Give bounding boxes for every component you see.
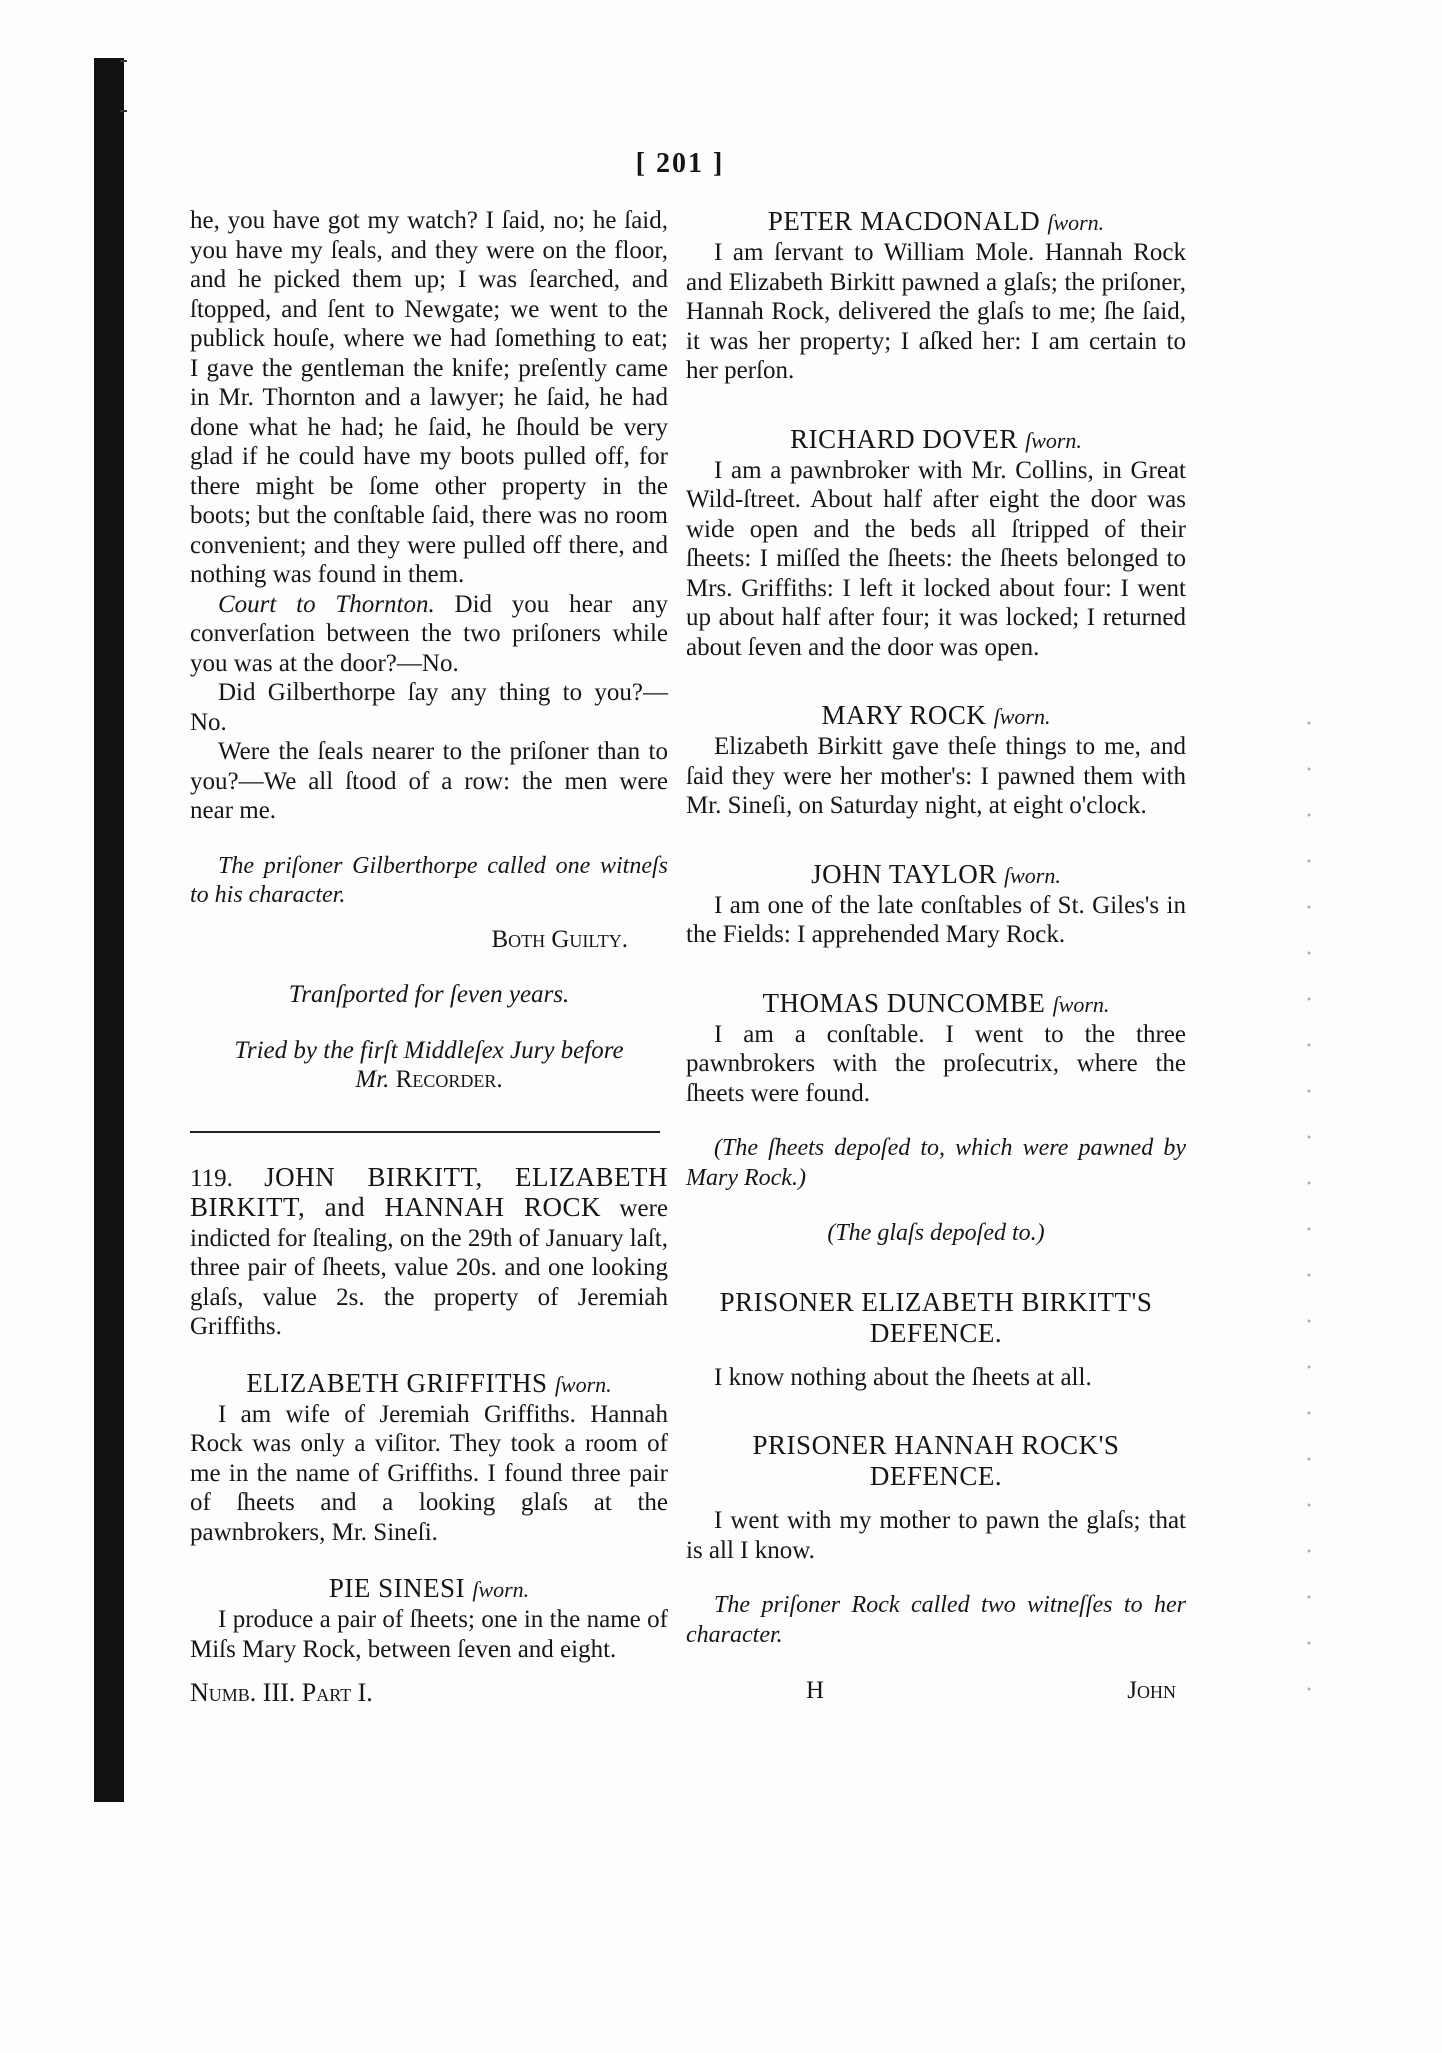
character-witness-note: The priſoner Rock called two witneſſes to her character. (686, 1592, 1186, 1648)
witness-name: RICHARD DOVER (790, 423, 1018, 454)
witness-testimony: I produce a pair of ſheets; one in the name of Miſs Mary Rock, between ſeven and eight. (190, 1606, 668, 1663)
court-question-text: Did you hear any converſation between the two priſoners while you was at the door?—No. (190, 590, 668, 677)
sworn-label: ſworn. (472, 1577, 530, 1602)
witness-name: THOMAS DUNCOMBE (762, 987, 1046, 1018)
witness-testimony: I am a pawnbroker with Mr. Collins, in Great Wild-ſtreet. About half after eight the door was wide open and the beds all ſtripped of their ſheets: I miſſed the ſheets: the ſheets belonged to Mrs. Griffiths: I left it locked about four: I went up about half after four; it was locked; I returned about ſeven and the door was open. (686, 456, 1186, 661)
witness-name: JOHN TAYLOR (811, 858, 997, 889)
case-number: 119. (190, 1164, 233, 1192)
court-label: Court to Thornton. (218, 590, 435, 618)
sworn-label: ſworn. (993, 704, 1051, 729)
witness-name: MARY ROCK (821, 700, 987, 730)
signature-mark: H (806, 1677, 825, 1704)
sworn-label: ſworn. (1004, 862, 1061, 888)
sworn-label: ſworn. (1025, 427, 1082, 453)
sentence: Tranſported for ſeven years. (288, 981, 570, 1008)
indictment-text: were indicted for ſtealing, on the 29th of January laſt, three pair of ſheets, value 20s. and one looking glaſs, value 2s. the property of Jeremiah Griffiths. (190, 1195, 668, 1340)
catchword: John (1127, 1677, 1176, 1704)
scan-specks (1300, 700, 1340, 1700)
witness-heading (190, 1368, 668, 1400)
binding-tick (120, 60, 127, 62)
tried-by: Tried by the firſt Middleſex Jury before (234, 1036, 624, 1064)
defence-heading: PRISONER HANNAH ROCK'S DEFENCE. (752, 1430, 1120, 1491)
part-footer: Numb. III. Part I. (190, 1678, 373, 1707)
witness-name: PIE SINESI (328, 1573, 466, 1603)
section-divider (190, 1131, 660, 1133)
testimony-paragraph: he, you have got my watch? I ſaid, no; he ſaid, you have my ſeals, and they were on the floor, and he picked them up; I was ſearched, and ſtopped, and ſent to Newgate; we went to the publick houſe, where we had ſomething to eat; I gave the gentleman the knife; preſently came in Mr. Thornton and a lawyer; he ſaid, he had done what he had; he ſaid, he ſhould be very glad if he could have my boots pulled off, for there might be ſome other property in the boots; but the conſtable ſaid, there was no room convenient; and they were pulled off there, and nothing was found in them. (190, 207, 668, 588)
sworn-label: ſworn. (1047, 210, 1105, 235)
question-answer: Were the ſeals nearer to the priſoner than to you?—We all ſtood of a row: the men were near me. (190, 738, 668, 824)
case-opening (190, 1163, 668, 1342)
page-number: [ 201 ] (635, 148, 725, 179)
left-column (190, 206, 668, 1708)
witness-testimony: I am a conſtable. I went to the three pawnbrokers with the proſecutrix, where the ſheets were found. (686, 1020, 1186, 1107)
evidence-note: (The ſheets depoſed to, which were pawned by Mary Rock.) (686, 1135, 1186, 1191)
witness-heading (686, 859, 1186, 891)
witness-name: ELIZABETH GRIFFITHS (246, 1367, 548, 1398)
binding-shadow (94, 58, 124, 1802)
sworn-label: ſworn. (554, 1371, 612, 1397)
evidence-note: (The glaſs depoſed to.) (827, 1220, 1045, 1246)
defence-text: I went with my mother to pawn the glaſs; that is all I know. (686, 1507, 1186, 1564)
page-foot (686, 1676, 1186, 1706)
court-question (190, 590, 668, 679)
character-witness-note: The priſoner Gilberthorpe called one witneſs to his character. (190, 852, 668, 908)
witness-heading (686, 206, 1186, 238)
tried-by-judge-line (190, 1065, 668, 1095)
sworn-label: ſworn. (1052, 991, 1110, 1017)
witness-heading (686, 424, 1186, 456)
witness-heading (686, 700, 1186, 732)
witness-name: PETER MACDONALD (767, 206, 1041, 236)
right-column (686, 206, 1186, 1706)
question-answer: Did Gilberthorpe ſay any thing to you?—No. (190, 679, 668, 736)
binding-tick (120, 110, 127, 112)
witness-testimony: I am wife of Jeremiah Griffiths. Hannah Rock was only a viſitor. They took a room of me in the name of Griffiths. I found three pair of ſheets and a looking glaſs at the pawnbrokers, Mr. Sineſi. (190, 1400, 668, 1546)
witness-testimony: Elizabeth Birkitt gave theſe things to me, and ſaid they were her mother's: I pawned them with Mr. Sineſi, on Saturday night, at eight o'clock. (686, 733, 1186, 819)
tried-by-mr: Mr. (355, 1066, 390, 1093)
tried-by-judge: Recorder. (395, 1066, 503, 1093)
witness-testimony: I am one of the late conſtables of St. Giles's in the Fields: I apprehended Mary Rock. (686, 891, 1186, 948)
verdict: Both Guilty. (491, 925, 628, 953)
defence-text: I know nothing about the ſheets at all. (714, 1363, 1092, 1391)
defendant-names: JOHN BIRKITT, ELIZABETH BIRKITT, and HANNAH ROCK (190, 1161, 668, 1222)
witness-testimony: I am ſervant to William Mole. Hannah Rock and Elizabeth Birkitt pawned a glaſs; the priſoner, Hannah Rock, delivered the glaſs to me; ſhe ſaid, it was her property; I aſked her: I am certain to her perſon. (686, 239, 1186, 384)
witness-heading (686, 988, 1186, 1020)
defence-heading: PRISONER ELIZABETH BIRKITT'S DEFENCE. (719, 1286, 1153, 1348)
witness-heading (190, 1573, 668, 1605)
